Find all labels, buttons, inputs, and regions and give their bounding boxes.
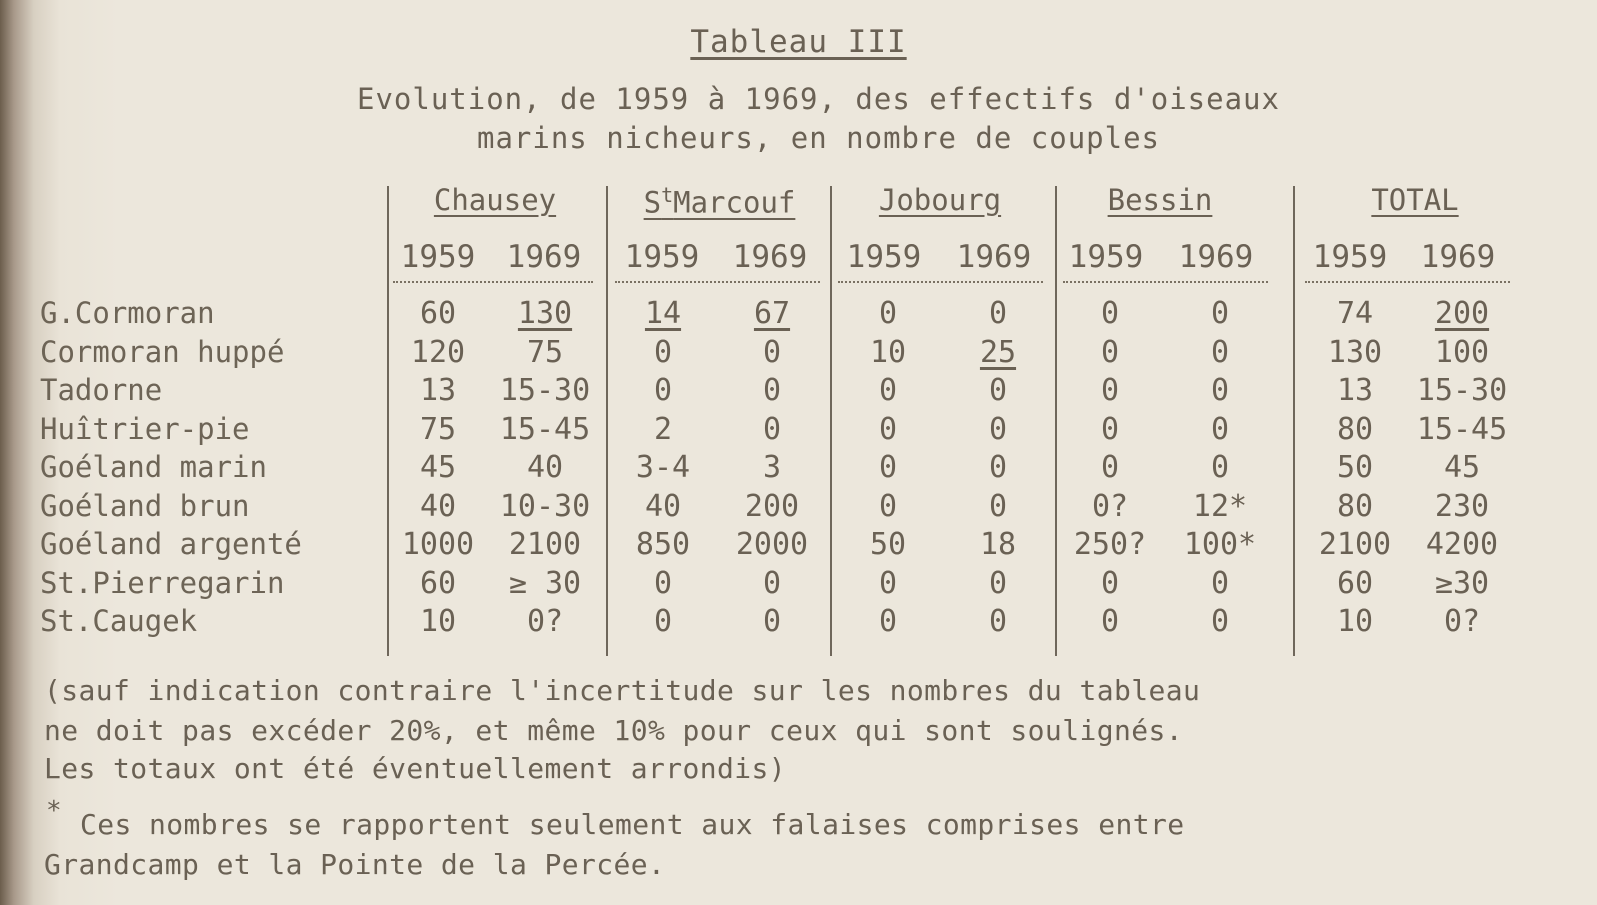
table-cell: 0? (526, 604, 564, 639)
table-cell: 130 (1327, 334, 1383, 370)
year-header: 1969 (1420, 239, 1496, 275)
species-name: G.Cormoran (40, 296, 215, 330)
table-cell: 10 (419, 604, 457, 639)
table-row (0, 566, 1597, 604)
table-cell: 0 (988, 565, 1008, 601)
table-cell: 0 (762, 411, 782, 447)
table-subtitle-line2: marins nicheurs, en nombre de couples (476, 121, 1160, 155)
table-row (0, 527, 1597, 565)
table-cell: 60 (419, 296, 457, 331)
table-cell: 0 (653, 604, 673, 639)
table-cell: 250? (1073, 527, 1147, 562)
species-name: Goéland marin (40, 450, 267, 484)
table-cell: 13 (419, 373, 457, 408)
table-cell: 2000 (735, 527, 809, 562)
table-cell: 0 (1100, 334, 1120, 370)
table-cell: 0 (1100, 604, 1120, 639)
year-header-rule (393, 281, 593, 283)
table-subtitle-line1: Evolution, de 1959 à 1969, des effectifs d'oiseaux (357, 82, 1280, 116)
table-cell: 0 (653, 565, 673, 601)
species-name: Goéland brun (40, 488, 250, 523)
table-cell: 2100 (508, 527, 582, 562)
table-cell: 0 (1100, 565, 1120, 601)
table-cell: 75 (526, 334, 564, 370)
footnote-line: Grandcamp et la Pointe de la Percée. (44, 848, 666, 881)
table-row (0, 412, 1597, 450)
table-cell: 0 (653, 373, 673, 408)
table-cell: ≥30 (1434, 565, 1490, 601)
table-row (0, 450, 1597, 488)
group-header-st-sup: t (661, 183, 674, 207)
group-header-st-marcouf (612, 183, 827, 220)
table-cell: 0 (762, 604, 782, 639)
group-header-total: TOTAL (1371, 183, 1459, 217)
table-cell: 45 (419, 450, 457, 485)
table-row (0, 335, 1597, 373)
year-header: 1969 (506, 239, 582, 275)
table-cell: 15-45 (499, 411, 591, 447)
table-row (0, 489, 1597, 527)
year-header: 1969 (732, 239, 808, 275)
year-header: 1969 (956, 239, 1032, 275)
table-cell: 15-45 (1416, 411, 1508, 447)
note-line: ne doit pas excéder 20%, et même 10% pour ceux qui sont soulignés. (44, 714, 1183, 747)
table-cell: 75 (419, 411, 457, 447)
note-line: Les totaux ont été éventuellement arrondis) (44, 752, 787, 785)
table-cell: 0 (1210, 373, 1230, 408)
year-header: 1959 (1312, 239, 1388, 275)
year-header: 1959 (400, 239, 476, 275)
species-name: Huîtrier-pie (40, 411, 250, 446)
table-cell: 3 (762, 450, 782, 485)
group-header-jobourg: Jobourg (878, 183, 1002, 217)
table-cell: 100 (1434, 334, 1490, 370)
table-cell: 0 (1100, 450, 1120, 485)
table-cell: 74 (1336, 296, 1374, 331)
species-name: St.Pierregarin (40, 565, 285, 600)
table-cell: 0 (1100, 373, 1120, 408)
table-cell: 1000 (401, 527, 475, 562)
table-row (0, 296, 1597, 334)
table-cell: 2 (653, 411, 673, 447)
table-cell: 15-30 (1416, 373, 1508, 408)
table-cell: 10 (869, 334, 907, 370)
table-cell: 0 (988, 373, 1008, 408)
table-cell: 12* (1192, 488, 1248, 524)
table-cell: 130 (517, 296, 573, 331)
table-cell: 0? (1443, 604, 1481, 639)
table-cell: 3-4 (635, 450, 691, 485)
table-cell: 10 (1336, 604, 1374, 639)
table-cell: 0 (878, 373, 898, 408)
table-cell: 0 (653, 334, 673, 370)
table-cell: 18 (979, 527, 1017, 562)
year-header: 1959 (624, 239, 700, 275)
table-cell: 40 (526, 450, 564, 485)
table-cell: 0 (878, 411, 898, 447)
year-header: 1959 (1068, 239, 1144, 275)
species-name: Cormoran huppé (40, 334, 285, 369)
table-cell: 0 (878, 604, 898, 639)
table-cell: 0 (1210, 604, 1230, 639)
species-name: Tadorne (40, 373, 163, 407)
table-cell: 2100 (1318, 527, 1392, 562)
group-header-bessin: Bessin (1107, 183, 1213, 217)
table-cell: 0 (988, 450, 1008, 485)
table-cell: 14 (644, 296, 682, 331)
year-header: 1969 (1178, 239, 1254, 275)
year-header-rule (615, 281, 820, 283)
table-cell: 0 (988, 296, 1008, 331)
year-header-rule (838, 281, 1043, 283)
year-header-rule (1305, 281, 1510, 283)
table-cell: 0 (1100, 411, 1120, 447)
table-cell: 200 (744, 488, 800, 524)
species-name: St.Caugek (40, 604, 198, 638)
table-cell: 230 (1434, 488, 1490, 524)
year-header: 1959 (846, 239, 922, 275)
table-cell: 25 (979, 334, 1017, 370)
table-cell: 60 (419, 565, 457, 601)
footnote-asterisk: * (46, 796, 62, 826)
table-cell: 50 (1336, 450, 1374, 485)
table-cell: 40 (644, 488, 682, 524)
table-cell: 10-30 (499, 488, 591, 524)
table-title: Tableau III (690, 24, 907, 60)
table-cell: 0 (1210, 565, 1230, 601)
table-cell: 0 (988, 411, 1008, 447)
group-header-chausey: Chausey (433, 183, 557, 217)
table-cell: 0 (878, 296, 898, 331)
footnote-line: Ces nombres se rapportent seulement aux falaises comprises entre (80, 808, 1185, 841)
table-cell: 120 (410, 334, 466, 370)
table-cell: 0 (878, 565, 898, 601)
species-name: Goéland argenté (40, 527, 302, 561)
table-cell: 0 (1210, 450, 1230, 485)
table-cell: 0 (878, 488, 898, 524)
table-cell: 0 (1210, 334, 1230, 370)
table-row (0, 373, 1597, 411)
table-cell: 0 (988, 488, 1008, 524)
table-cell: 0? (1091, 488, 1129, 524)
table-cell: 4200 (1425, 527, 1499, 562)
table-cell: 0 (762, 373, 782, 408)
table-cell: 0 (878, 450, 898, 485)
table-cell: 15-30 (499, 373, 591, 408)
table-cell: 67 (753, 296, 791, 331)
note-line: (sauf indication contraire l'incertitude sur les nombres du tableau (44, 674, 1201, 707)
table-cell: 80 (1336, 411, 1374, 447)
table-cell: 40 (419, 488, 457, 524)
table-cell: 0 (762, 334, 782, 370)
table-cell: 0 (762, 565, 782, 601)
table-cell: 50 (869, 527, 907, 562)
table-cell: 80 (1336, 488, 1374, 524)
table-cell: 0 (1210, 411, 1230, 447)
table-cell: 850 (635, 527, 691, 562)
group-header-st-rest: Marcouf (673, 185, 796, 220)
table-cell: 200 (1434, 296, 1490, 331)
table-cell: 0 (1210, 296, 1230, 331)
table-cell: 60 (1336, 565, 1374, 601)
table-cell: 0 (1100, 296, 1120, 331)
year-header-rule (1063, 281, 1268, 283)
table-cell: 100* (1183, 527, 1257, 562)
table-row (0, 604, 1597, 642)
table-cell: 45 (1443, 450, 1481, 485)
group-header-st-prefix: S (643, 185, 662, 220)
table-cell: 0 (988, 604, 1008, 639)
table-cell: ≥ 30 (508, 565, 582, 601)
table-cell: 13 (1336, 373, 1374, 408)
